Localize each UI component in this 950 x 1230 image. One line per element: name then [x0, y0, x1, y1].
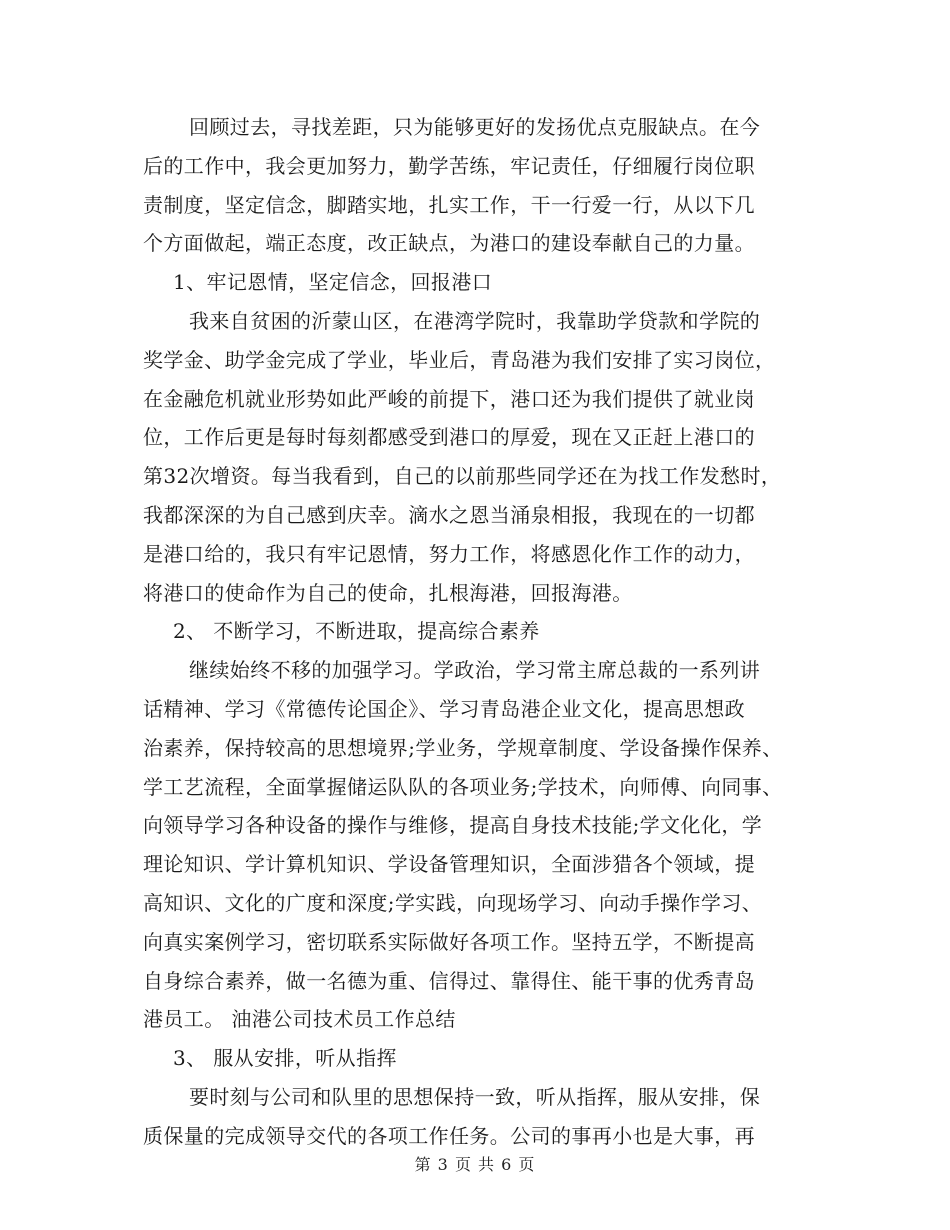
section-heading: 2、 不断学习，不断进取，提高综合素养 [173, 619, 540, 644]
document-body [143, 108, 823, 1156]
text-line: 高知识、文化的广度和深度;学实践，向现场学习、向动手操作学习、 [143, 890, 763, 915]
text-line: 要时刻与公司和队里的思想保持一致，听从指挥，服从安排，保 [189, 1084, 761, 1109]
text-line: 在金融危机就业形势如此严峻的前提下，港口还为我们提供了就业岗 [143, 386, 755, 411]
text-line: 回顾过去，寻找差距，只为能够更好的发扬优点克服缺点。在今 [189, 115, 761, 139]
text-line: 个方面做起，端正态度，改正缺点，为港口的建设奉献自己的力量。 [143, 231, 755, 256]
text-line: 向领导学习各种设备的操作与维修，提高自身技术技能;学文化化，学 [143, 813, 763, 838]
text-line: 理论知识、学计算机知识、学设备管理知识，全面涉猎各个领域，提 [143, 852, 755, 877]
text-line: 自身综合素养，做一名德为重、信得过、靠得住、能干事的优秀青岛 [143, 968, 755, 993]
text-line: 是港口给的，我只有牢记恩情，努力工作，将感恩化作工作的动力， [143, 541, 755, 566]
text-line: 将港口的使命作为自己的使命，扎根海港，回报海港。 [143, 580, 633, 605]
text-line: 治素养，保持较高的思想境界;学业务，学规章制度、学设备操作保养、 [143, 735, 783, 760]
text-line: 第32次增资。每当我看到，自己的以前那些同学还在为找工作发愁时， [143, 464, 782, 489]
text-line: 学工艺流程，全面掌握储运队队的各项业务;学技术，向师傅、向同事、 [143, 774, 783, 799]
text-line: 责制度，坚定信念，脚踏实地，扎实工作，干一行爱一行，从以下几 [143, 192, 755, 217]
text-line: 继续始终不移的加强学习。学政治，学习常主席总裁的一系列讲 [189, 658, 761, 683]
text-line: 向真实案例学习，密切联系实际做好各项工作。坚持五学，不断提高 [143, 929, 755, 954]
text-line: 奖学金、助学金完成了学业，毕业后，青岛港为我们安排了实习岗位， [143, 347, 776, 372]
text-line: 位，工作后更是每时每刻都感受到港口的厚爱，现在又正赶上港口的 [143, 425, 755, 450]
text-line: 港员工。 油港公司技术员工作总结 [143, 1007, 456, 1032]
text-line: 我来自贫困的沂蒙山区，在港湾学院时，我靠助学贷款和学院的 [189, 308, 761, 333]
text-line: 质保量的完成领导交代的各项工作任务。公司的事再小也是大事，再 [143, 1123, 755, 1148]
text-line: 后的工作中，我会更加努力，勤学苦练，牢记责任，仔细履行岗位职 [143, 153, 755, 178]
text-line: 我都深深的为自己感到庆幸。滴水之恩当涌泉相报，我现在的一切都 [143, 502, 755, 527]
section-heading: 1、牢记恩情，坚定信念，回报港口 [173, 270, 493, 295]
section-heading: 3、 服从安排，听从指挥 [173, 1046, 397, 1071]
text-line: 话精神、学习《常德传论国企》、学习青岛港企业文化，提高思想政 [143, 696, 745, 721]
page-footer: 第 3 页 共 6 页 [414, 1155, 536, 1174]
